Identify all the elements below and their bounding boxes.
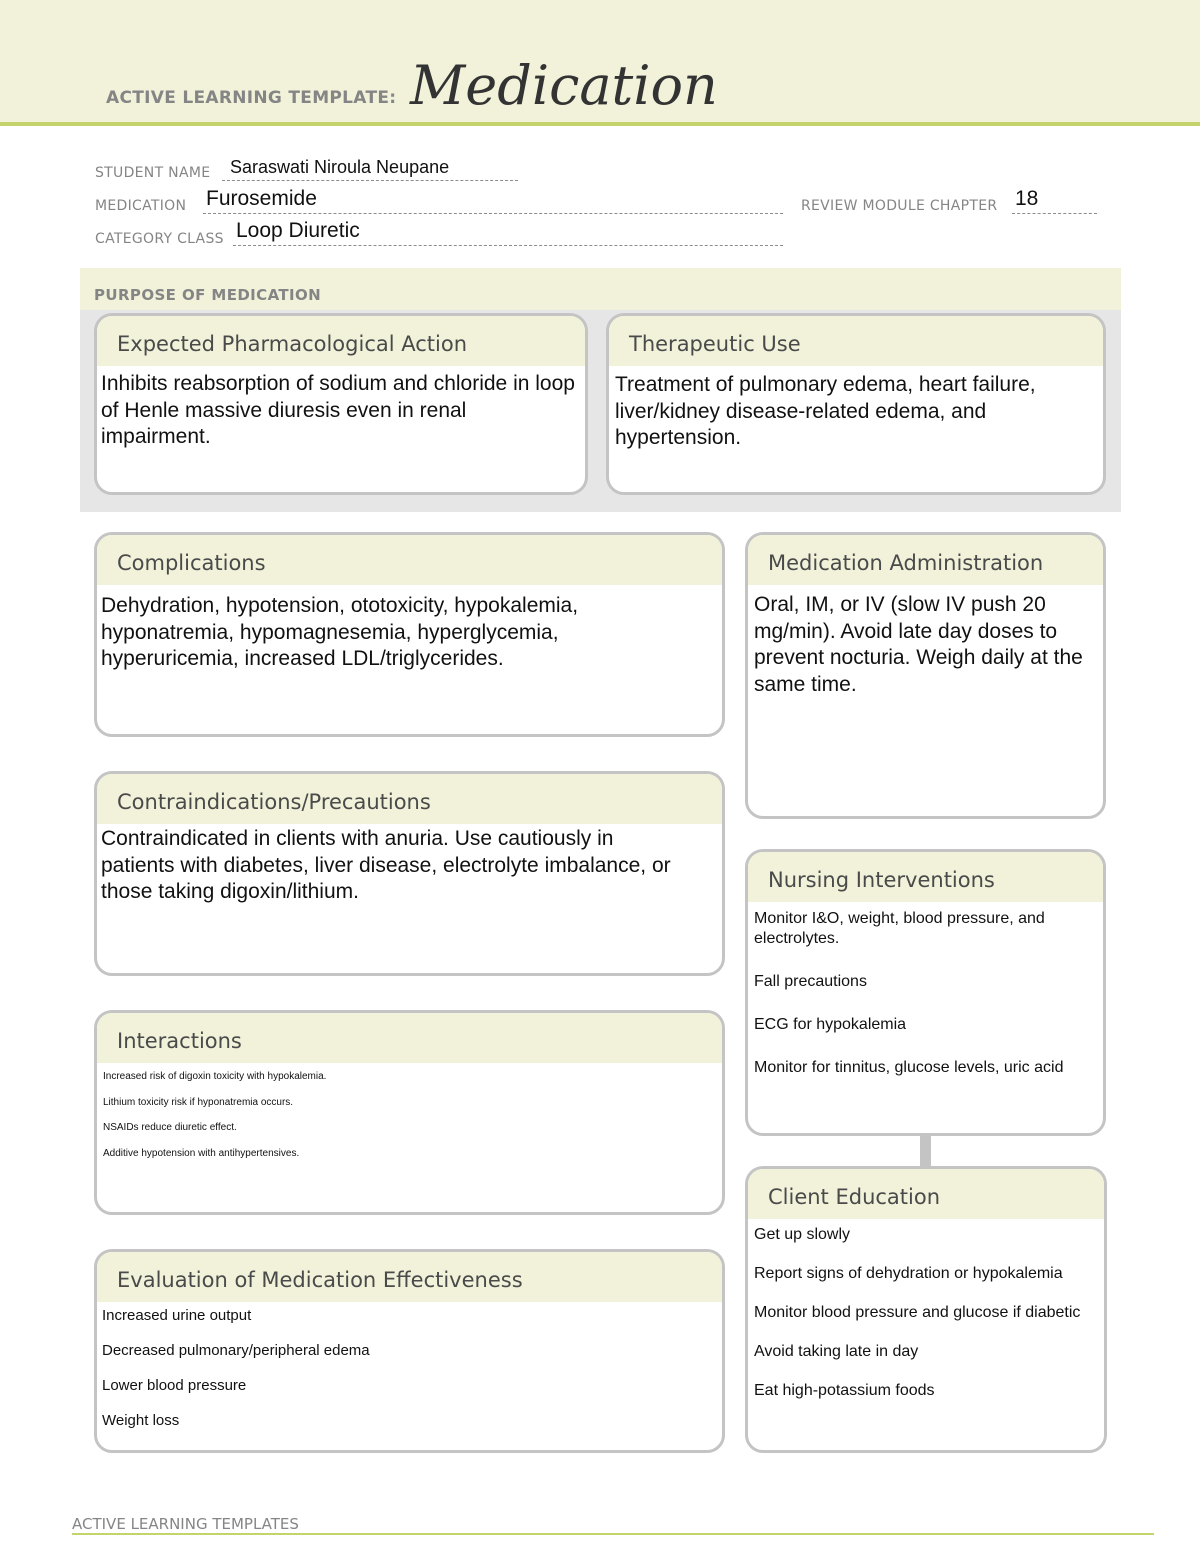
interactions-heading: Interactions xyxy=(97,1013,722,1063)
expected-action-text[interactable]: Inhibits reabsorption of sodium and chloride in loop of Henle massive diuresis even in renal impairment. xyxy=(101,372,575,448)
medication-administration-heading: Medication Administration xyxy=(748,535,1103,585)
medication-label: MEDICATION xyxy=(95,198,187,214)
list-item[interactable]: Additive hypotension with antihypertensives. xyxy=(103,1147,300,1159)
footer-rule xyxy=(72,1533,1154,1535)
list-item[interactable]: Monitor for tinnitus, glucose levels, uric acid xyxy=(754,1059,1064,1076)
list-item[interactable]: Increased risk of digoxin toxicity with hypokalemia. xyxy=(103,1071,327,1082)
medication-administration-text[interactable]: Oral, IM, or IV (slow IV push 20 mg/min). Avoid late day doses to prevent nocturia. Weigh daily at the same time. xyxy=(754,593,1083,696)
category-class-field[interactable]: Loop Diuretic xyxy=(236,219,360,242)
list-item[interactable]: Get up slowly xyxy=(754,1226,851,1243)
nursing-interventions-card xyxy=(745,849,1106,1136)
therapeutic-use-text[interactable]: Treatment of pulmonary edema, heart failure, liver/kidney disease-related edema, and hypertension. xyxy=(615,373,1036,449)
therapeutic-use-card xyxy=(606,313,1106,495)
list-item[interactable]: Fall precautions xyxy=(754,973,867,990)
complications-card xyxy=(94,532,725,737)
evaluation-list xyxy=(97,1302,722,1430)
client-education-list xyxy=(748,1219,1104,1401)
list-item[interactable]: Monitor blood pressure and glucose if diabetic xyxy=(754,1304,1081,1321)
footer-label: ACTIVE LEARNING TEMPLATES xyxy=(72,1515,299,1533)
page-title: Medication xyxy=(410,54,718,117)
review-module-line xyxy=(1012,213,1097,214)
list-item[interactable]: Monitor I&O, weight, blood pressure, and electrolytes. xyxy=(754,910,1045,947)
category-class-line xyxy=(233,245,783,246)
connector-bar xyxy=(920,1134,931,1166)
template-label: ACTIVE LEARNING TEMPLATE: xyxy=(106,88,397,108)
client-education-heading: Client Education xyxy=(748,1169,1104,1219)
list-item[interactable]: Report signs of dehydration or hypokalemia xyxy=(754,1265,1063,1282)
purpose-title: PURPOSE OF MEDICATION xyxy=(94,286,322,304)
medication-administration-card xyxy=(745,532,1106,819)
list-item[interactable]: Lithium toxicity risk if hyponatremia occurs. xyxy=(103,1096,294,1108)
complications-text[interactable]: Dehydration, hypotension, ototoxicity, hypokalemia, hyponatremia, hypomagnesemia, hyperglycemia, hyperuricemia, increased LDL/triglycerides. xyxy=(101,594,579,670)
client-education-card xyxy=(745,1166,1107,1453)
nursing-interventions-list xyxy=(748,902,1103,1078)
list-item[interactable]: Weight loss xyxy=(102,1412,180,1429)
student-name-line xyxy=(222,180,518,181)
list-item[interactable]: Lower blood pressure xyxy=(102,1377,247,1394)
list-item[interactable]: Decreased pulmonary/peripheral edema xyxy=(102,1342,370,1359)
review-module-field[interactable]: 18 xyxy=(1015,187,1039,210)
header-rule xyxy=(0,122,1200,126)
complications-heading: Complications xyxy=(97,535,722,585)
list-item[interactable]: NSAIDs reduce diuretic effect. xyxy=(103,1122,237,1133)
contraindications-heading: Contraindications/Precautions xyxy=(97,774,722,824)
evaluation-heading: Evaluation of Medication Effectiveness xyxy=(97,1252,722,1302)
contraindications-text[interactable]: Contraindicated in clients with anuria. Use cautiously in patients with diabetes, liver disease, electrolyte imbalance, or those taking digoxin/lithium. xyxy=(101,827,671,903)
interactions-card xyxy=(94,1010,725,1215)
nursing-interventions-heading: Nursing Interventions xyxy=(748,852,1103,902)
list-item[interactable]: Increased urine output xyxy=(102,1307,252,1324)
evaluation-card xyxy=(94,1249,725,1453)
expected-action-heading: Expected Pharmacological Action xyxy=(97,316,585,366)
review-module-label: REVIEW MODULE CHAPTER xyxy=(801,198,998,214)
medication-field[interactable]: Furosemide xyxy=(206,187,317,210)
student-name-label: STUDENT NAME xyxy=(95,165,211,181)
therapeutic-use-heading: Therapeutic Use xyxy=(609,316,1103,366)
medication-line xyxy=(203,213,783,214)
category-class-label: CATEGORY CLASS xyxy=(95,231,224,247)
expected-action-card xyxy=(94,313,588,495)
list-item[interactable]: Eat high-potassium foods xyxy=(754,1382,935,1399)
list-item[interactable]: Avoid taking late in day xyxy=(754,1343,919,1360)
interactions-list xyxy=(97,1063,722,1160)
student-name-field[interactable]: Saraswati Niroula Neupane xyxy=(230,157,450,177)
contraindications-card xyxy=(94,771,725,976)
list-item[interactable]: ECG for hypokalemia xyxy=(754,1016,907,1033)
